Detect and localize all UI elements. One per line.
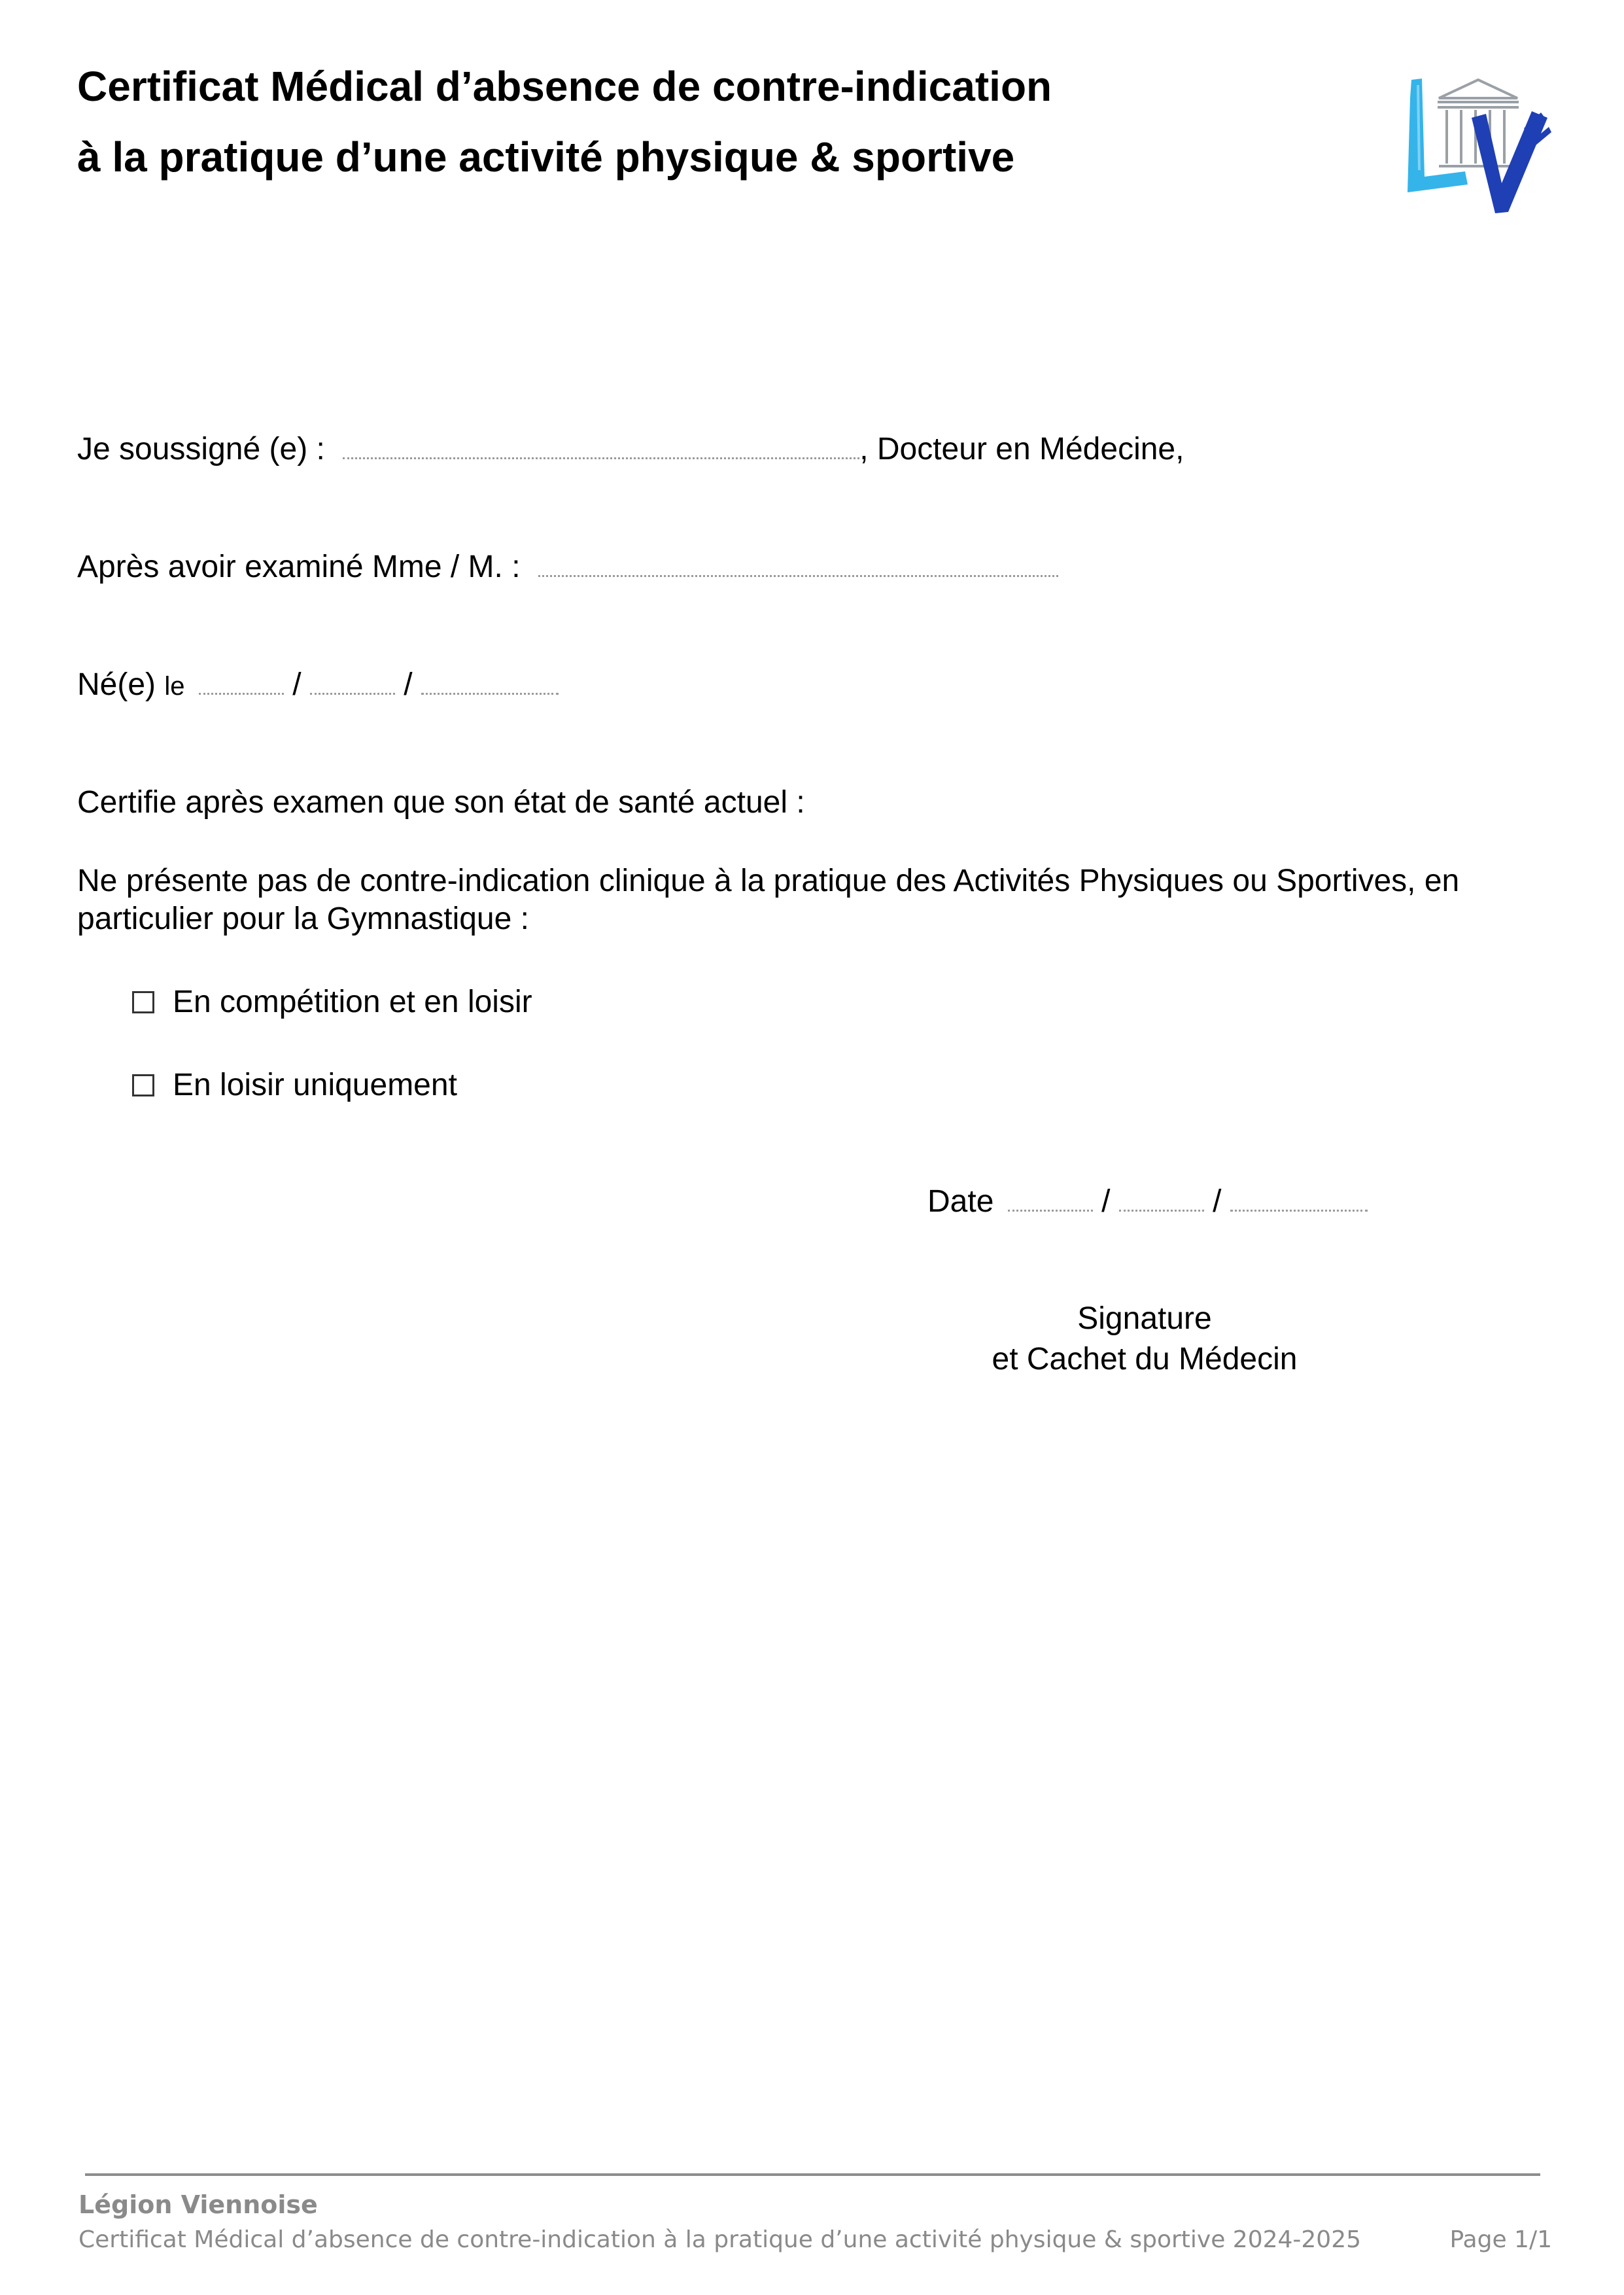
examined-label: Après avoir examiné Mme / M. : — [77, 550, 521, 584]
logo-graphic — [1393, 72, 1557, 222]
birth-separator-1: / — [292, 667, 302, 702]
undersigned-label: Je soussigné (e) : — [77, 432, 325, 466]
signature-block — [916, 1299, 1373, 1380]
date-label: Date — [927, 1184, 994, 1219]
checkbox-competition-loisir[interactable] — [132, 991, 154, 1013]
footer-page-number: Page 1/1 — [1449, 2226, 1552, 2253]
signature-line-2: et Cachet du Médecin — [992, 1342, 1298, 1376]
option-label: En loisir uniquement — [173, 1068, 457, 1102]
birth-month-field[interactable] — [310, 667, 395, 695]
footer-organization: Légion Viennoise — [78, 2190, 318, 2219]
birth-year-field[interactable] — [421, 667, 559, 695]
doctor-name-field[interactable] — [343, 431, 859, 459]
birth-separator-2: / — [404, 667, 413, 702]
statement-text: Ne présente pas de contre-indication clinique à la pratique des Activités Physiques ou Sportives, en particulier pour la Gymnastique : — [77, 864, 1460, 936]
undersigned-line — [77, 430, 1184, 468]
birth-day-field[interactable] — [199, 667, 284, 695]
date-month-field[interactable] — [1119, 1183, 1204, 1212]
option-label: En compétition et en loisir — [173, 985, 532, 1019]
examined-line — [77, 548, 1058, 586]
date-separator-1: / — [1101, 1184, 1111, 1219]
date-day-field[interactable] — [1008, 1183, 1093, 1212]
undersigned-suffix: , Docteur en Médecine, — [859, 432, 1184, 466]
legion-viennoise-logo — [1393, 72, 1557, 222]
date-separator-2: / — [1213, 1184, 1222, 1219]
document-title — [77, 51, 1320, 192]
footer-document-title: Certificat Médical d’absence de contre-indication à la pratique d’une activité physique & sportive 2024-2025 — [78, 2226, 1362, 2253]
signature-line-1: Signature — [1077, 1301, 1212, 1336]
date-line — [927, 1183, 1368, 1221]
born-line — [77, 666, 559, 705]
option-loisir-uniquement[interactable] — [132, 1066, 457, 1104]
title-line-2: à la pratique d’une activité physique & sportive — [77, 133, 1015, 181]
checkbox-loisir-uniquement[interactable] — [132, 1074, 154, 1096]
title-line-1: Certificat Médical d’absence de contre-indication — [77, 63, 1052, 110]
option-competition-loisir[interactable] — [132, 983, 532, 1021]
born-label: Né(e) — [77, 667, 156, 702]
date-year-field[interactable] — [1230, 1183, 1368, 1212]
footer-divider — [85, 2173, 1540, 2176]
patient-name-field[interactable] — [538, 549, 1058, 577]
born-le: le — [164, 672, 185, 701]
certifie-text: Certifie après examen que son état de santé actuel : — [77, 785, 805, 820]
